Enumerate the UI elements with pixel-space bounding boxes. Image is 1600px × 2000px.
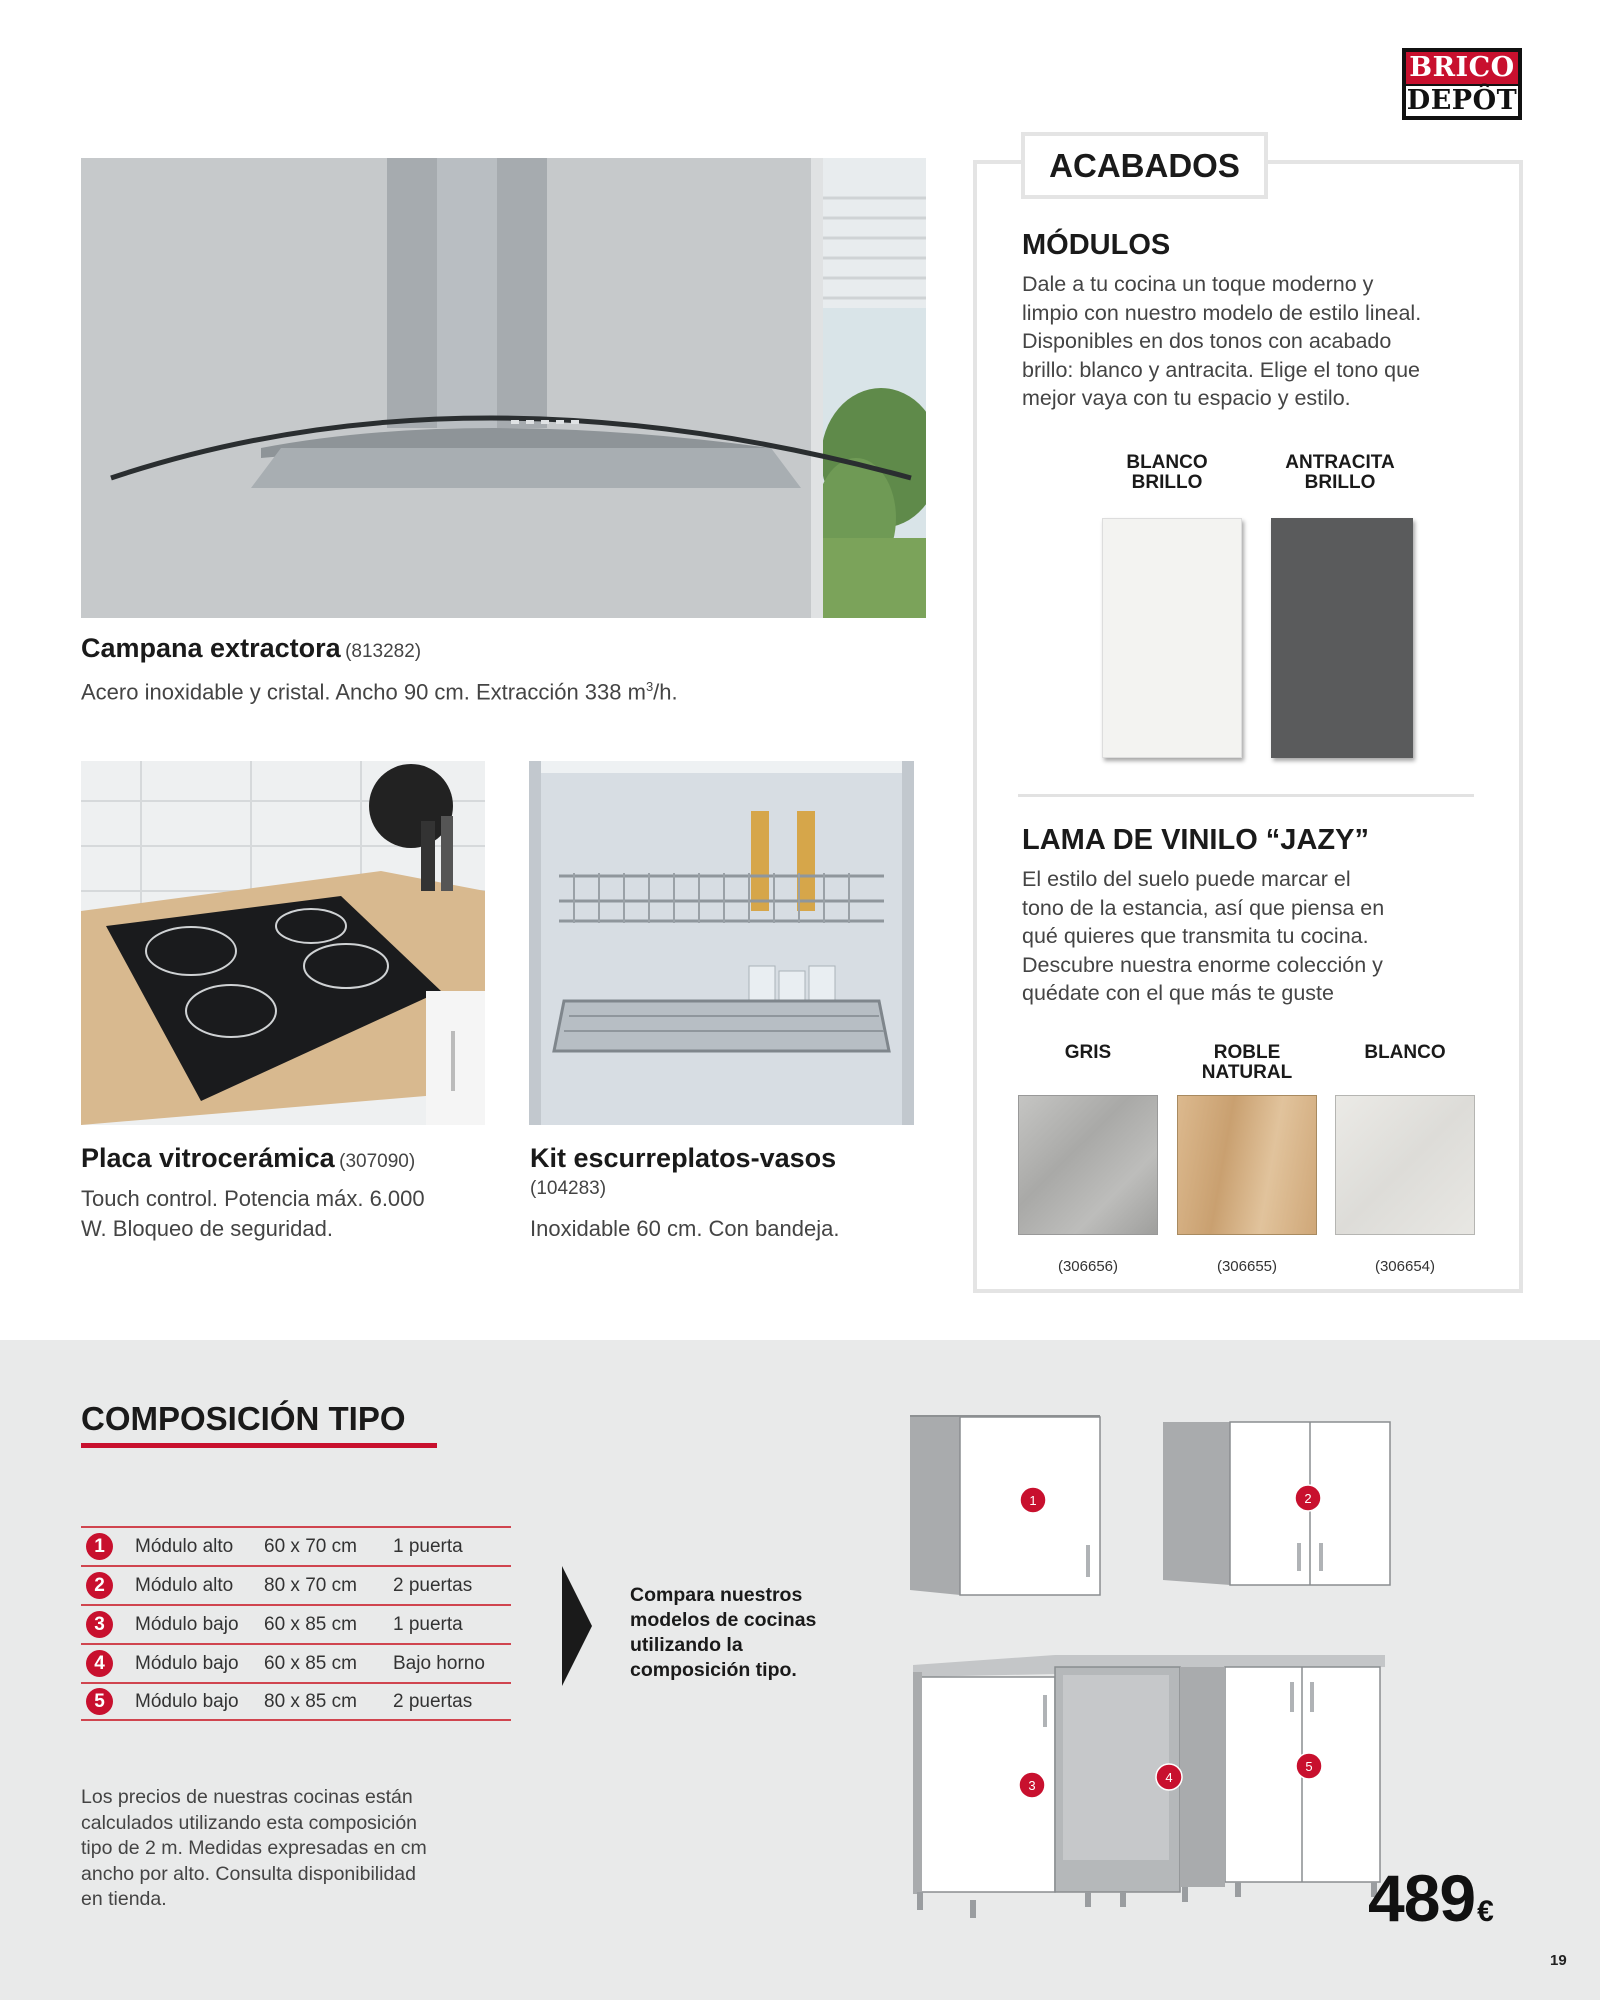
svg-text:5: 5 xyxy=(1305,1759,1313,1774)
table-row xyxy=(81,1565,511,1604)
code-blanco: (306654) xyxy=(1374,1258,1436,1275)
code-roble-natural: (306655) xyxy=(1216,1258,1278,1275)
placa-code: (307090) xyxy=(339,1151,416,1172)
table-row xyxy=(81,1604,511,1643)
row-number: 1 xyxy=(86,1533,113,1560)
campana-caption xyxy=(81,633,421,664)
panel-divider xyxy=(1018,794,1474,797)
swatch-label-roble-natural: ROBLE NATURAL xyxy=(1201,1042,1293,1083)
price-value: 489 xyxy=(1368,1861,1476,1935)
row-medida: 60 x 85 cm xyxy=(264,1652,357,1674)
composicion-title: COMPOSICIÓN TIPO xyxy=(81,1400,406,1437)
row-medida: 60 x 70 cm xyxy=(264,1535,357,1557)
modulos-desc: Dale a tu cocina un toque moderno y limpio con nuestro modelo de estilo lineal. Disponibles en dos tonos con acabado brillo: blanco y antracita. Elige el tono que mejor vaya con tu espacio y estilo. xyxy=(1022,272,1422,410)
row-detalle: 1 puerta xyxy=(393,1613,463,1635)
swatch-gris xyxy=(1018,1095,1158,1235)
brico-depot-logo xyxy=(1402,48,1522,120)
row-number: 2 xyxy=(86,1572,113,1599)
marker-2 xyxy=(1295,1485,1321,1511)
swatch-label-gris: GRIS xyxy=(1064,1042,1112,1063)
campana-desc: Acero inoxidable y cristal. Ancho 90 cm. Extracción 338 $m^3/h$. xyxy=(81,679,678,705)
swatch-roble-natural xyxy=(1177,1095,1317,1235)
compare-text: Compara nuestros modelos de cocinas utilizando la composición tipo. xyxy=(630,1584,817,1681)
campana-code: (813282) xyxy=(345,641,422,662)
marker-5 xyxy=(1296,1753,1322,1779)
row-number: 5 xyxy=(86,1688,113,1715)
row-modulo: Módulo alto xyxy=(135,1535,234,1557)
vinilo-desc: El estilo del suelo puede marcar el tono de la estancia, así que piensa en qué quieres que transmita tu cocina. Descubre nuestra enorme colección y quédate con el que más te guste xyxy=(1022,867,1385,1005)
placa-desc: Touch control. Potencia máx. 6.000 W. Bloqueo de seguridad. xyxy=(81,1186,425,1241)
row-medida: 80 x 85 cm xyxy=(264,1690,357,1712)
table-row xyxy=(81,1643,511,1682)
code-gris: (306656) xyxy=(1057,1258,1119,1275)
svg-text:1: 1 xyxy=(1029,1493,1037,1508)
composicion-underline xyxy=(81,1443,437,1448)
placa-caption xyxy=(81,1143,415,1174)
swatch-label-blanco-brillo: BLANCO BRILLO xyxy=(1126,452,1208,493)
row-detalle: 1 puerta xyxy=(393,1535,463,1557)
row-modulo: Módulo bajo xyxy=(135,1652,239,1674)
composicion-table xyxy=(81,1526,511,1721)
page-number: 19 xyxy=(1550,1952,1567,1969)
campana-illustration xyxy=(81,158,926,618)
row-detalle: Bajo horno xyxy=(393,1652,485,1674)
swatch-blanco xyxy=(1335,1095,1475,1235)
marker-3 xyxy=(1019,1772,1045,1798)
campana-title: Campana extractora xyxy=(81,633,341,663)
row-medida: 80 x 70 cm xyxy=(264,1574,357,1596)
escurreplatos-desc: Inoxidable 60 cm. Con bandeja. xyxy=(530,1216,840,1241)
placa-photo xyxy=(81,761,485,1125)
svg-text:3: 3 xyxy=(1028,1778,1036,1793)
price-currency: € xyxy=(1477,1895,1493,1928)
arrow-right-icon xyxy=(562,1566,592,1686)
row-medida: 60 x 85 cm xyxy=(264,1613,357,1635)
placa-title: Placa vitrocerámica xyxy=(81,1143,335,1173)
cabinets-drawing xyxy=(905,1410,1405,1920)
logo-line-1: BRICO xyxy=(1406,52,1518,84)
escurreplatos-photo xyxy=(529,761,914,1125)
escurreplatos-code: (104283) xyxy=(530,1178,607,1199)
row-number: 4 xyxy=(86,1650,113,1677)
escurreplatos-caption xyxy=(530,1143,836,1200)
swatch-label-antracita-brillo: ANTRACITA BRILLO xyxy=(1285,452,1395,493)
marker-1 xyxy=(1020,1487,1046,1513)
row-modulo: Módulo alto xyxy=(135,1574,234,1596)
logo-line-2: DEPÔT xyxy=(1406,85,1518,116)
modulos-title: MÓDULOS xyxy=(1022,229,1171,261)
row-number: 3 xyxy=(86,1611,113,1638)
row-modulo: Módulo bajo xyxy=(135,1613,239,1635)
swatch-label-blanco: BLANCO xyxy=(1364,1042,1446,1063)
cabinets-illustration xyxy=(905,1410,1405,1920)
svg-text:4: 4 xyxy=(1165,1770,1173,1785)
escurreplatos-title: Kit escurreplatos-vasos xyxy=(530,1143,837,1173)
marker-4 xyxy=(1156,1764,1182,1790)
campana-photo xyxy=(81,158,926,618)
table-row xyxy=(81,1526,511,1565)
price xyxy=(1368,1860,1493,1936)
composicion-footnote: Los precios de nuestras cocinas están calculados utilizando esta composición tipo de 2 m. Medidas expresadas en cm ancho por alto. Consulta disponibilidad en tienda. xyxy=(81,1786,427,1910)
swatch-blanco-brillo xyxy=(1102,518,1242,758)
placa-illustration xyxy=(81,761,485,1125)
table-row xyxy=(81,1682,511,1721)
vinilo-title: LAMA DE VINILO “JAZY” xyxy=(1022,824,1369,856)
row-detalle: 2 puertas xyxy=(393,1574,473,1596)
svg-text:2: 2 xyxy=(1304,1491,1312,1506)
escurreplatos-illustration xyxy=(529,761,914,1125)
row-modulo: Módulo bajo xyxy=(135,1690,239,1712)
row-detalle: 2 puertas xyxy=(393,1690,473,1712)
swatch-antracita-brillo xyxy=(1271,518,1413,758)
acabados-tab: ACABADOS xyxy=(1021,132,1268,199)
